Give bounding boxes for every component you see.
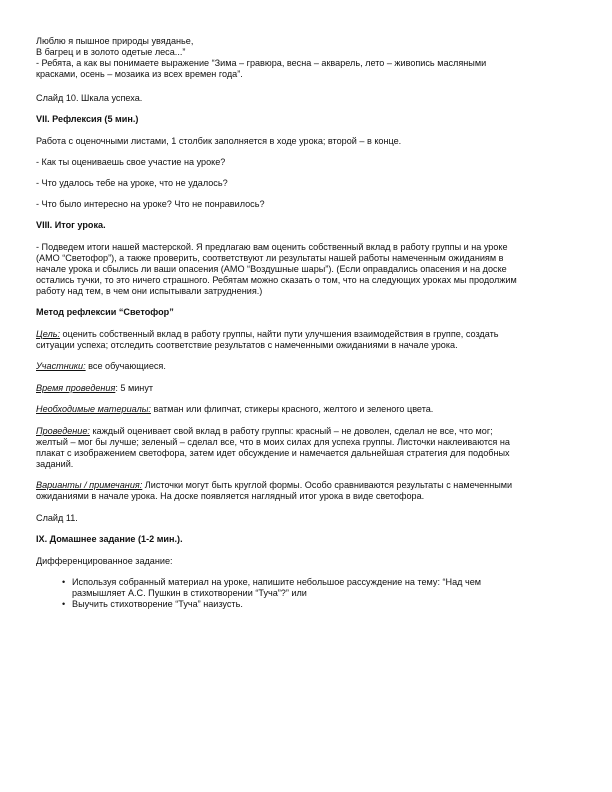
goal-line-2: ситуации успеха; отследить соответствие результатов с намеченными ожиданиями в начале урока. bbox=[36, 340, 458, 350]
conduct-line-3: плакат с изображением светофора, затем идет обсуждение и намечается дальнейшая стратегия для подобных bbox=[36, 448, 510, 458]
homework-item-2: Выучить стихотворение “Туча” наизусть. bbox=[72, 599, 243, 609]
question-line-2: красками, осень – мозаика из всех времен года”. bbox=[36, 69, 243, 79]
poem-line-2: В багрец и в золото одетые леса...” bbox=[36, 47, 186, 57]
variants-text: Листочки могут быть круглой формы. Особо сравниваются результаты с намеченными bbox=[142, 480, 513, 490]
section-7-heading: VII. Рефлексия (5 мин.) bbox=[36, 114, 139, 124]
homework-item-1-line-2: размышляет А.С. Пушкин в стихотворении “Туча”?” или bbox=[72, 588, 307, 598]
summary-line-2: (АМО “Светофор”), а также проверить, соответствуют ли результаты нашей работы намеченным ожиданиям в bbox=[36, 253, 504, 263]
time-line bbox=[36, 383, 153, 394]
goal-label: Цель: bbox=[36, 329, 61, 339]
homework-item-1-line-1: Используя собранный материал на уроке, напишите небольшое рассуждение на тему: “Над чем bbox=[72, 577, 482, 587]
participants-text: все обучающиеся. bbox=[85, 361, 166, 371]
time-label: Время проведения bbox=[36, 383, 116, 393]
homework-intro: Дифференцированное задание: bbox=[36, 556, 173, 566]
method-heading: Метод рефлексии “Светофор” bbox=[36, 307, 174, 317]
time-text: : 5 минут bbox=[115, 383, 154, 393]
goal-text: оценить собственный вклад в работу группы, найти пути улучшения взаимодействия в группе, создать bbox=[60, 329, 499, 339]
bullet-1-icon: • bbox=[62, 577, 66, 587]
participants-label: Участники: bbox=[36, 361, 86, 371]
conduct-line-2: желтый – мог бы лучше; зеленый – сделал все, что в моих силах для успеха группы. Листочки наклеиваются на bbox=[36, 437, 510, 447]
question-line-1: - Ребята, а как вы понимаете выражение “Зима – гравюра, весна – акварель, лето – живопись масляными bbox=[36, 58, 487, 68]
section-8-heading: VIII. Итог урока. bbox=[36, 220, 106, 230]
variants-line-2: ожиданиями в начале урока. На доске появляется наглядный итог урока в виде светофора. bbox=[36, 491, 425, 501]
summary-line-5: работу над тем, в чем они испытывали затруднения.) bbox=[36, 286, 263, 296]
variants-label: Варианты / примечания: bbox=[36, 480, 143, 490]
summary-line-1: - Подведем итоги нашей мастерской. Я предлагаю вам оценить собственный вклад в работу группы и на уроке bbox=[36, 242, 508, 252]
conduct-text: каждый оценивает свой вклад в работу группы: красный – не доволен, сделал не все, что мог; bbox=[89, 426, 493, 436]
bullet-2-icon: • bbox=[62, 599, 66, 609]
conduct-line-1 bbox=[36, 426, 493, 437]
slide-10-label: Слайд 10. Шкала успеха. bbox=[36, 93, 143, 103]
poem-line-1: Люблю я пышное природы увяданье, bbox=[36, 36, 194, 46]
variants-line-1 bbox=[36, 480, 512, 491]
section-9-heading: IX. Домашнее задание (1-2 мин.). bbox=[36, 534, 183, 544]
participants-line bbox=[36, 361, 166, 372]
materials-line bbox=[36, 404, 433, 415]
summary-line-4: остались тучки, то это ничего страшного. Ребятам можно сказать о том, что на следующих уроках мы продолжим bbox=[36, 275, 517, 285]
conduct-line-4: заданий. bbox=[36, 459, 74, 469]
slide-11-label: Слайд 11. bbox=[36, 513, 78, 523]
reflection-question-1: - Как ты оцениваешь свое участие на уроке? bbox=[36, 157, 226, 167]
goal-line-1 bbox=[36, 329, 499, 340]
section-7-intro: Работа с оценочными листами, 1 столбик заполняется в ходе урока; второй – в конце. bbox=[36, 136, 402, 146]
materials-text: ватман или флипчат, стикеры красного, желтого и зеленого цвета. bbox=[150, 404, 434, 414]
conduct-label: Проведение: bbox=[36, 426, 90, 436]
summary-line-3: начале урока и сбылись ли ваши опасения (АМО “Воздушные шары”). (Если оправдались опасения и на доске bbox=[36, 264, 507, 274]
reflection-question-3: - Что было интересно на уроке? Что не понравилось? bbox=[36, 199, 265, 209]
reflection-question-2: - Что удалось тебе на уроке, что не удалось? bbox=[36, 178, 228, 188]
materials-label: Необходимые материалы: bbox=[36, 404, 151, 414]
